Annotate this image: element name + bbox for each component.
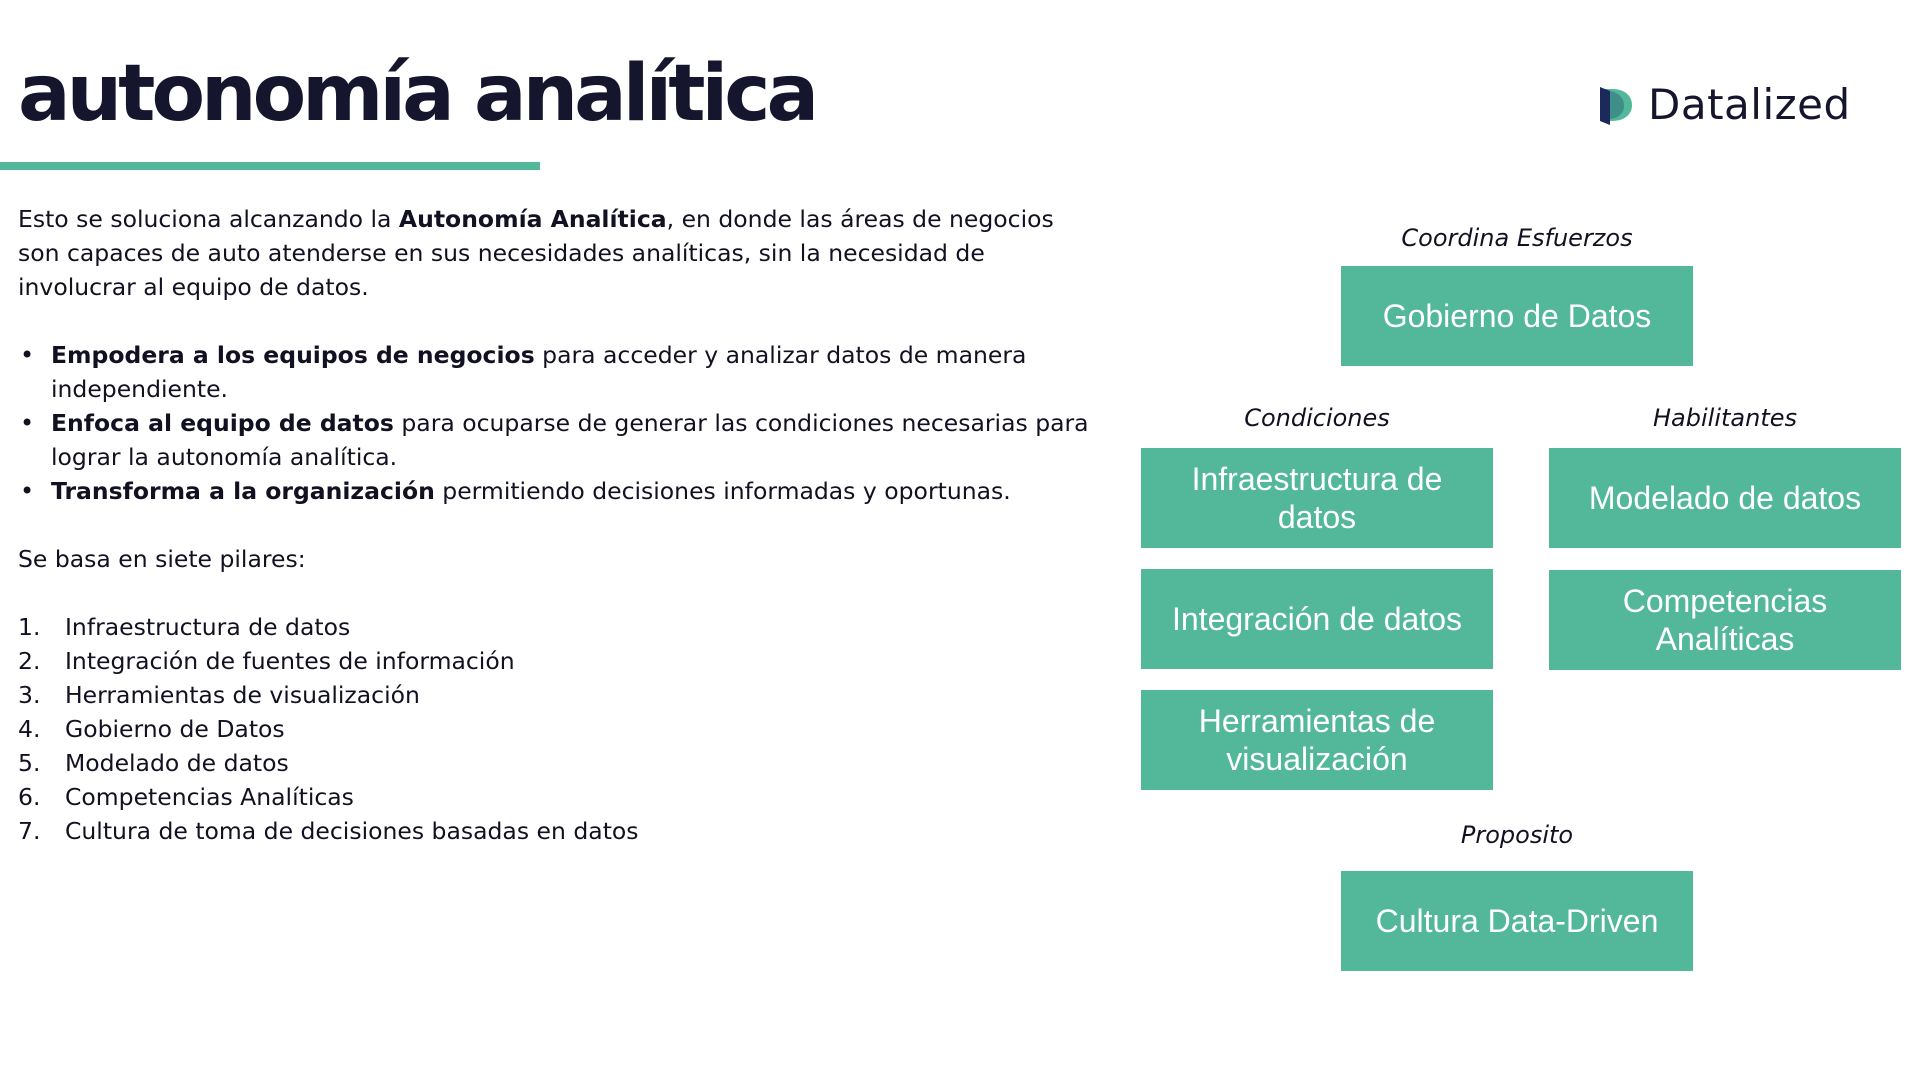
pillar-number: 7. [18,817,41,845]
intro-prefix: Esto se soluciona alcanzando la [18,205,399,233]
pillar-text: Competencias Analíticas [65,783,354,811]
pillar-number: 4. [18,715,41,743]
bullet-text: para ocuparse de generar las condiciones necesarias para lograr la autonomía analítica. [51,409,1089,471]
pillar-text: Infraestructura de datos [65,613,351,641]
pillar-number: 1. [18,613,41,641]
modelado-box: Modelado de datos [1549,448,1901,548]
pillar-number: 3. [18,681,41,709]
gobierno-box: Gobierno de Datos [1341,266,1693,366]
intro-suffix: , en donde las áreas de negocios son capaces de auto atenderse en sus necesidades analíticas, sin la necesidad de involucrar al equipo de datos. [18,205,1054,301]
pillar-text: Cultura de toma de decisiones basadas en datos [65,817,639,845]
infraestructura-box: Infraestructura de datos [1141,448,1493,548]
list-item [18,746,1098,780]
main-content [18,202,1098,848]
condiciones-label: Condiciones [1244,404,1390,432]
pillar-number: 6. [18,783,41,811]
pillar-text: Modelado de datos [65,749,289,777]
list-item [18,678,1098,712]
list-item [18,406,1098,474]
datalized-logo-icon [1598,83,1634,127]
list-item [18,610,1098,644]
intro-paragraph [18,202,1098,304]
pillars-intro: Se basa en siete pilares: [18,545,306,573]
cultura-box: Cultura Data-Driven [1341,871,1693,971]
pillar-text: Integración de fuentes de información [65,647,515,675]
brand-logo [1598,80,1851,129]
pillar-text: Gobierno de Datos [65,715,285,743]
list-item [18,644,1098,678]
bullet-bold: Enfoca al equipo de datos [51,409,394,437]
list-item [18,474,1098,508]
benefits-list [18,338,1098,508]
herramientas-box: Herramientas de visualización [1141,690,1493,790]
integracion-box: Integración de datos [1141,569,1493,669]
proposito-label: Proposito [1460,821,1574,849]
coordina-label: Coordina Esfuerzos [1401,224,1633,252]
pillar-text: Herramientas de visualización [65,681,420,709]
intro-bold: Autonomía Analítica [398,205,667,233]
habilitantes-label: Habilitantes [1653,404,1797,432]
list-item [18,712,1098,746]
logo-text: Datalized [1648,80,1851,129]
list-item [18,780,1098,814]
pillar-number: 5. [18,749,41,777]
competencias-box: Competencias Analíticas [1549,570,1901,670]
bullet-text: para acceder y analizar datos de manera independiente. [51,341,1027,403]
pillar-number: 2. [18,647,41,675]
list-item [18,814,1098,848]
list-item [18,338,1098,406]
bullet-bold: Empodera a los equipos de negocios [51,341,535,369]
page-title: autonomía analítica [18,49,816,139]
bullet-bold: Transforma a la organización [51,477,435,505]
pillars-list [18,610,1098,848]
title-underline [0,162,540,170]
bullet-text: permitiendo decisiones informadas y oportunas. [434,477,1011,505]
